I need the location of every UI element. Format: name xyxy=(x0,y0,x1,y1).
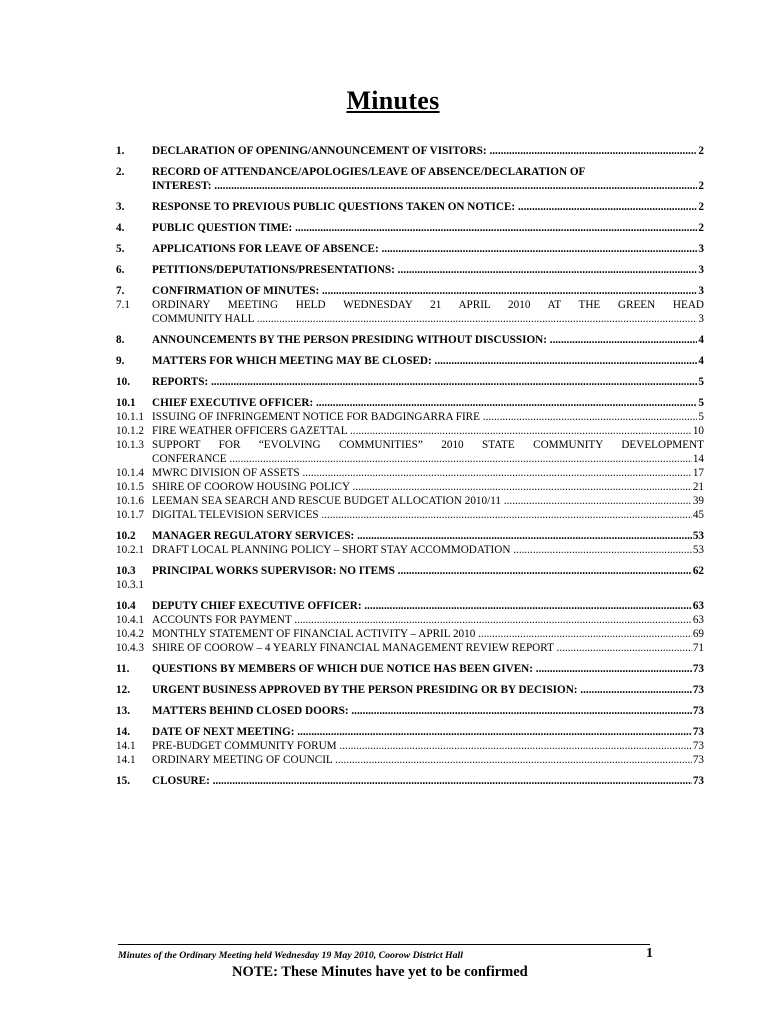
toc-title: CLOSURE: ..... xyxy=(152,774,692,788)
toc-number: 14.1 xyxy=(116,740,136,752)
toc-title-line2: INTEREST: ..... xyxy=(152,179,697,193)
toc-title: PETITIONS/DEPUTATIONS/PRESENTATIONS: ..... xyxy=(152,263,697,277)
toc-page: 2 xyxy=(698,180,704,192)
toc-number: 7.1 xyxy=(116,299,130,311)
footer-caption: Minutes of the Ordinary Meeting held Wednesday 19 May 2010, Coorow District Hall xyxy=(118,950,463,961)
toc-number: 10.1.3 xyxy=(116,439,144,451)
toc-entry-14[interactable] xyxy=(116,725,704,739)
toc-page: 69 xyxy=(692,628,704,640)
page-number: 1 xyxy=(646,946,653,961)
toc-number: 9. xyxy=(116,355,125,367)
toc-title: FIRE WEATHER OFFICERS GAZETTAL ..... xyxy=(152,424,692,438)
toc-number: 3. xyxy=(116,201,125,213)
toc-title: CONFIRMATION OF MINUTES: ..... xyxy=(152,284,697,298)
toc-number: 2. xyxy=(116,166,125,178)
toc-entry-10-2[interactable] xyxy=(116,529,704,543)
toc-title-line1: ORDINARY MEETING HELD WEDNESDAY 21 APRIL 2010 AT THE GREEN HEAD xyxy=(152,299,704,311)
toc-entry-10[interactable] xyxy=(116,375,704,389)
toc-page: 3 xyxy=(698,243,704,255)
toc-page: 4 xyxy=(698,334,704,346)
toc-title-line1: RECORD OF ATTENDANCE/APOLOGIES/LEAVE OF ABSENCE/DECLARATION OF xyxy=(152,166,586,178)
toc-page: 73 xyxy=(692,663,704,675)
toc-number: 10.1.5 xyxy=(116,481,144,493)
toc-title: DEPUTY CHIEF EXECUTIVE OFFICER: ..... xyxy=(152,599,692,613)
toc-title: ORDINARY MEETING OF COUNCIL ..... xyxy=(152,753,692,767)
toc-title: DRAFT LOCAL PLANNING POLICY – SHORT STAY ACCOMMODATION ..... xyxy=(152,543,692,557)
toc-entry-7-1[interactable] xyxy=(116,298,704,326)
toc-page: 4 xyxy=(698,355,704,367)
toc-page: 73 xyxy=(692,775,704,787)
toc-entry-4[interactable] xyxy=(116,221,704,235)
toc-page: 39 xyxy=(692,495,704,507)
toc-number: 10.1.2 xyxy=(116,425,144,437)
toc-page: 21 xyxy=(692,481,704,493)
toc-entry-10-1-1[interactable] xyxy=(116,410,704,424)
toc-entry-5[interactable] xyxy=(116,242,704,256)
toc-title-line2: COMMUNITY HALL ..... xyxy=(152,312,697,326)
toc-entry-9[interactable] xyxy=(116,354,704,368)
toc-number: 14.1 xyxy=(116,754,136,766)
toc-number: 6. xyxy=(116,264,125,276)
toc-title: PRINCIPAL WORKS SUPERVISOR: NO ITEMS ..... xyxy=(152,564,692,578)
toc-page: 73 xyxy=(692,726,704,738)
toc-entry-3[interactable] xyxy=(116,200,704,214)
toc-title: URGENT BUSINESS APPROVED BY THE PERSON PRESIDING OR BY DECISION: ..... xyxy=(152,683,692,697)
toc-number: 10.4 xyxy=(116,600,136,612)
toc-number: 12. xyxy=(116,684,130,696)
toc-title: MATTERS FOR WHICH MEETING MAY BE CLOSED: ..... xyxy=(152,354,697,368)
toc-number: 10.2 xyxy=(116,530,136,542)
toc-entry-1[interactable] xyxy=(116,144,704,158)
toc-entry-13[interactable] xyxy=(116,704,704,718)
toc-page: 3 xyxy=(698,285,704,297)
toc-title: DECLARATION OF OPENING/ANNOUNCEMENT OF VISITORS: ..... xyxy=(152,144,697,158)
toc-page: 17 xyxy=(692,467,704,479)
toc-entry-10-4-1[interactable] xyxy=(116,613,704,627)
toc-number: 1. xyxy=(116,145,125,157)
toc-entry-10-1-3[interactable] xyxy=(116,438,704,466)
toc-title: ACCOUNTS FOR PAYMENT ..... xyxy=(152,613,692,627)
toc-number: 10.1.4 xyxy=(116,467,144,479)
toc-entry-10-4-3[interactable] xyxy=(116,641,704,655)
toc-number: 13. xyxy=(116,705,130,717)
toc-title: MWRC DIVISION OF ASSETS ..... xyxy=(152,466,692,480)
toc-entry-10-4-2[interactable] xyxy=(116,627,704,641)
toc-title: QUESTIONS BY MEMBERS OF WHICH DUE NOTICE HAS BEEN GIVEN: ..... xyxy=(152,662,692,676)
toc-page: 3 xyxy=(698,264,704,276)
toc-title: CHIEF EXECUTIVE OFFICER: ..... xyxy=(152,396,697,410)
toc-title: RESPONSE TO PREVIOUS PUBLIC QUESTIONS TAKEN ON NOTICE: ..... xyxy=(152,200,697,214)
toc-entry-12[interactable] xyxy=(116,683,704,697)
table-of-contents xyxy=(116,144,704,788)
toc-page: 5 xyxy=(698,376,704,388)
toc-entry-8[interactable] xyxy=(116,333,704,347)
toc-number: 10.4.3 xyxy=(116,642,144,654)
toc-number: 10. xyxy=(116,376,130,388)
toc-number: 8. xyxy=(116,334,125,346)
toc-number: 10.2.1 xyxy=(116,544,144,556)
toc-entry-14-1a[interactable] xyxy=(116,739,704,753)
toc-title: SHIRE OF COOROW – 4 YEARLY FINANCIAL MANAGEMENT REVIEW REPORT ..... xyxy=(152,641,692,655)
toc-title: PRE-BUDGET COMMUNITY FORUM ..... xyxy=(152,739,692,753)
toc-number: 10.1.1 xyxy=(116,411,144,423)
toc-page: 2 xyxy=(698,145,704,157)
toc-title: PUBLIC QUESTION TIME: ..... xyxy=(152,221,697,235)
toc-number: 14. xyxy=(116,726,130,738)
toc-entry-10-1-6[interactable] xyxy=(116,494,704,508)
toc-entry-2[interactable] xyxy=(116,165,704,193)
toc-title: MONTHLY STATEMENT OF FINANCIAL ACTIVITY – APRIL 2010 ..... xyxy=(152,627,692,641)
toc-page: 14 xyxy=(692,453,704,465)
toc-entry-10-2-1[interactable] xyxy=(116,543,704,557)
toc-number: 5. xyxy=(116,243,125,255)
toc-page: 2 xyxy=(698,222,704,234)
toc-page: 63 xyxy=(692,600,704,612)
toc-page: 73 xyxy=(692,754,704,766)
toc-title: ANNOUNCEMENTS BY THE PERSON PRESIDING WITHOUT DISCUSSION: ..... xyxy=(152,333,697,347)
toc-number: 10.3 xyxy=(116,565,136,577)
toc-entry-10-1-7[interactable] xyxy=(116,508,704,522)
toc-page: 73 xyxy=(692,705,704,717)
toc-page: 3 xyxy=(698,313,704,325)
toc-entry-11[interactable] xyxy=(116,662,704,676)
toc-title: LEEMAN SEA SEARCH AND RESCUE BUDGET ALLOCATION 2010/11 ..... xyxy=(152,494,692,508)
toc-entry-15[interactable] xyxy=(116,774,704,788)
toc-title-line2: CONFERANCE ..... xyxy=(152,452,692,466)
toc-page: 71 xyxy=(692,642,704,654)
toc-title: DATE OF NEXT MEETING: ..... xyxy=(152,725,692,739)
toc-page: 2 xyxy=(698,201,704,213)
toc-page: 5 xyxy=(698,397,704,409)
toc-entry-6[interactable] xyxy=(116,263,704,277)
toc-number: 4. xyxy=(116,222,125,234)
toc-entry-10-3[interactable] xyxy=(116,564,704,578)
toc-title: MANAGER REGULATORY SERVICES: ..... xyxy=(152,529,692,543)
toc-page: 10 xyxy=(692,425,704,437)
toc-title: ISSUING OF INFRINGEMENT NOTICE FOR BADGINGARRA FIRE ..... xyxy=(152,410,697,424)
toc-number: 10.4.1 xyxy=(116,614,144,626)
toc-title: MATTERS BEHIND CLOSED DOORS: ..... xyxy=(152,704,692,718)
toc-page: 62 xyxy=(692,565,704,577)
toc-number: 11. xyxy=(116,663,130,675)
footer-divider xyxy=(118,944,650,945)
toc-number: 10.3.1 xyxy=(116,579,144,591)
toc-page: 73 xyxy=(692,684,704,696)
toc-page: 45 xyxy=(692,509,704,521)
toc-entry-10-1[interactable] xyxy=(116,396,704,410)
toc-number: 10.4.2 xyxy=(116,628,144,640)
toc-entry-7[interactable] xyxy=(116,284,704,298)
toc-title: APPLICATIONS FOR LEAVE OF ABSENCE: ..... xyxy=(152,242,697,256)
toc-number: 15. xyxy=(116,775,130,787)
toc-title: DIGITAL TELEVISION SERVICES ..... xyxy=(152,508,692,522)
toc-entry-10-1-2[interactable] xyxy=(116,424,704,438)
footer-note: NOTE: These Minutes have yet to be confirmed xyxy=(232,964,528,980)
toc-entry-14-1b[interactable] xyxy=(116,753,704,767)
toc-page: 73 xyxy=(692,740,704,752)
toc-entry-10-3-1[interactable] xyxy=(116,578,704,592)
page-title: Minutes xyxy=(346,86,440,115)
toc-number: 7. xyxy=(116,285,125,297)
toc-number: 10.1 xyxy=(116,397,136,409)
toc-page: 53 xyxy=(692,544,704,556)
toc-number: 10.1.6 xyxy=(116,495,144,507)
toc-title: REPORTS: ..... xyxy=(152,375,697,389)
toc-title-line1: SUPPORT FOR “EVOLVING COMMUNITIES” 2010 STATE COMMUNITY DEVELOPMENT xyxy=(152,439,704,451)
toc-entry-10-4[interactable] xyxy=(116,599,704,613)
toc-title: SHIRE OF COOROW HOUSING POLICY ..... xyxy=(152,480,692,494)
toc-entry-10-1-5[interactable] xyxy=(116,480,704,494)
toc-page: 53 xyxy=(692,530,704,542)
toc-number: 10.1.7 xyxy=(116,509,144,521)
toc-page: 5 xyxy=(698,411,704,423)
toc-entry-10-1-4[interactable] xyxy=(116,466,704,480)
toc-page: 63 xyxy=(692,614,704,626)
